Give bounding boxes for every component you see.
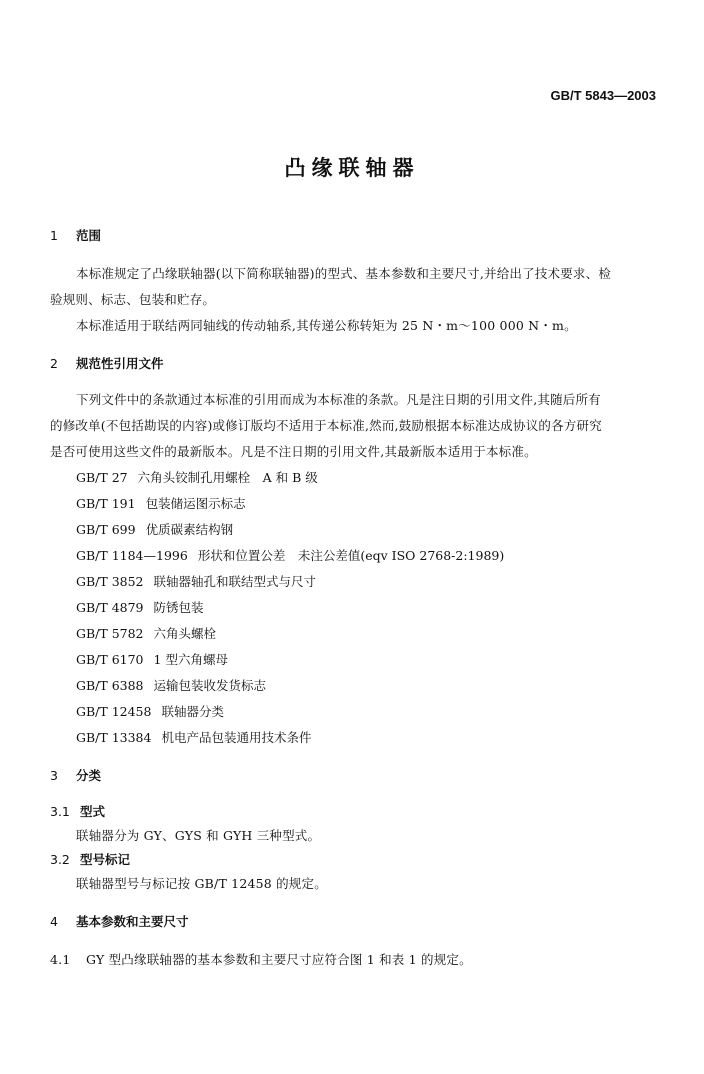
reference-title: 包装储运图示标志 bbox=[145, 496, 246, 511]
reference-item bbox=[76, 676, 266, 694]
paragraph-text: GY 型凸缘联轴器的基本参数和主要尺寸应符合图 1 和表 1 的规定。 bbox=[86, 952, 472, 967]
reference-code: GB/T 4879 bbox=[76, 600, 144, 615]
reference-title: 机电产品包装通用技术条件 bbox=[161, 730, 312, 745]
reference-title: 运输包装收发货标志 bbox=[153, 678, 267, 693]
reference-code: GB/T 3852 bbox=[76, 574, 144, 589]
reference-item bbox=[76, 624, 216, 642]
reference-title: 联轴器分类 bbox=[161, 704, 224, 719]
paragraph-line: 的修改单(不包括勘误的内容)或修订版均不适用于本标准,然而,鼓励根据本标准达成协议的各方研究 bbox=[50, 418, 602, 433]
reference-title: 联轴器轴孔和联结型式与尺寸 bbox=[153, 574, 317, 589]
section-number: 2 bbox=[50, 356, 58, 371]
section-title: 范围 bbox=[76, 228, 102, 243]
reference-item bbox=[76, 650, 228, 668]
section-number: 3.1 bbox=[50, 804, 70, 819]
section-number: 4.1 bbox=[50, 952, 71, 967]
reference-title: 六角头螺栓 bbox=[153, 626, 217, 641]
reference-code: GB/T 13384 bbox=[76, 730, 152, 745]
paragraph-line: 联轴器型号与标记按 GB/T 12458 的规定。 bbox=[76, 876, 327, 891]
section-3-1-heading bbox=[50, 802, 105, 820]
section-2-heading bbox=[50, 354, 164, 372]
reference-title: 优质碳素结构钢 bbox=[145, 522, 234, 537]
reference-item bbox=[76, 702, 224, 720]
paragraph-line: 下列文件中的条款通过本标准的引用而成为本标准的条款。凡是注日期的引用文件,其随后所有 bbox=[76, 392, 601, 407]
section-title: 规范性引用文件 bbox=[76, 356, 164, 371]
reference-code: GB/T 699 bbox=[76, 522, 136, 537]
reference-title: 六角头铰制孔用螺栓 A 和 B 级 bbox=[137, 470, 318, 485]
reference-code: GB/T 12458 bbox=[76, 704, 152, 719]
reference-item bbox=[76, 572, 316, 590]
section-3-2-heading bbox=[50, 850, 130, 868]
reference-code: GB/T 191 bbox=[76, 496, 136, 511]
reference-title: 防锈包装 bbox=[153, 600, 204, 615]
section-title: 分类 bbox=[76, 768, 102, 783]
section-3-heading bbox=[50, 766, 101, 784]
reference-code: GB/T 1184—1996 bbox=[76, 548, 188, 563]
section-title: 型式 bbox=[80, 804, 106, 819]
paragraph-line: 本标准适用于联结两同轴线的传动轴系,其传递公称转矩为 25 N・m～100 000 N・m。 bbox=[76, 318, 577, 333]
reference-item bbox=[76, 520, 233, 538]
section-number: 3.2 bbox=[50, 852, 70, 867]
reference-code: GB/T 27 bbox=[76, 470, 128, 485]
reference-item bbox=[76, 728, 311, 746]
reference-title: 1 型六角螺母 bbox=[153, 652, 228, 667]
reference-item bbox=[76, 468, 318, 486]
reference-code: GB/T 6170 bbox=[76, 652, 144, 667]
section-title: 型号标记 bbox=[80, 852, 131, 867]
document-title: 凸缘联轴器 bbox=[284, 156, 420, 180]
paragraph-line: 联轴器分为 GY、GYS 和 GYH 三种型式。 bbox=[76, 828, 321, 843]
reference-item bbox=[76, 598, 204, 616]
reference-item bbox=[76, 494, 246, 512]
reference-item bbox=[76, 546, 504, 564]
section-4-1-line bbox=[50, 950, 472, 968]
reference-title: 形状和位置公差 未注公差值(eqv ISO 2768-2:1989) bbox=[197, 548, 505, 563]
section-1-heading bbox=[50, 226, 101, 244]
section-number: 4 bbox=[50, 914, 58, 929]
reference-code: GB/T 6388 bbox=[76, 678, 144, 693]
paragraph-line: 验规则、标志、包装和贮存。 bbox=[50, 292, 216, 307]
section-number: 3 bbox=[50, 768, 58, 783]
section-number: 1 bbox=[50, 228, 58, 243]
standard-number: GB/T 5843—2003 bbox=[550, 88, 656, 103]
section-4-heading bbox=[50, 912, 189, 930]
paragraph-line: 是否可使用这些文件的最新版本。凡是不注日期的引用文件,其最新版本适用于本标准。 bbox=[50, 444, 537, 459]
reference-code: GB/T 5782 bbox=[76, 626, 144, 641]
paragraph-line: 本标准规定了凸缘联轴器(以下简称联轴器)的型式、基本参数和主要尺寸,并给出了技术要求、检 bbox=[76, 266, 612, 281]
section-title: 基本参数和主要尺寸 bbox=[76, 914, 189, 929]
